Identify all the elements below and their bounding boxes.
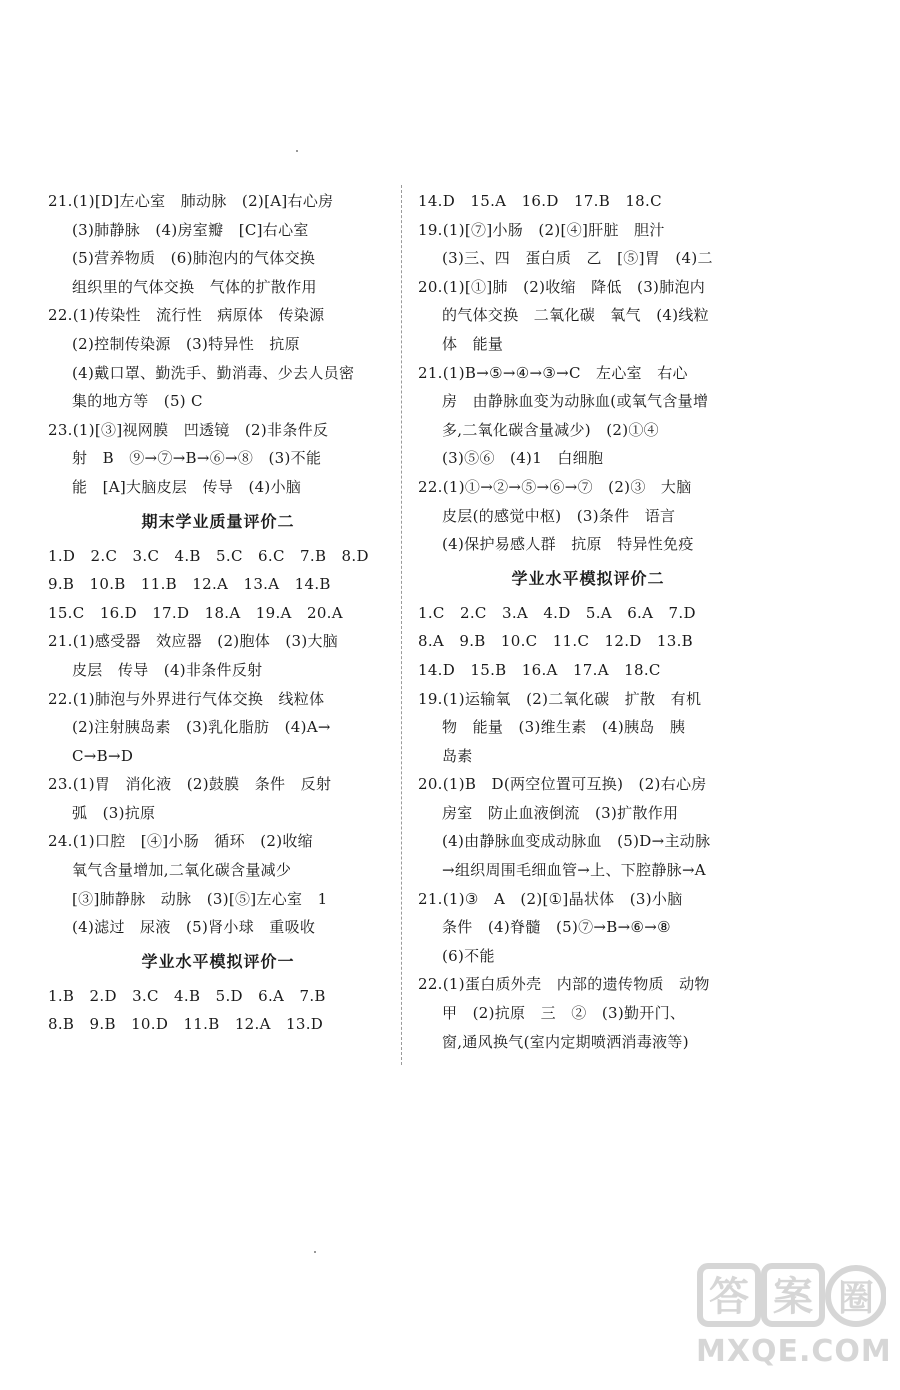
answer-line: 弧 (3)抗原 — [72, 803, 156, 822]
watermark-logo-icon — [696, 1260, 886, 1332]
scan-speck — [296, 150, 298, 152]
answer-line: 多,二氧化碳含量减少) (2)①④ — [442, 420, 659, 439]
answer-line: 14.D 15.B 16.A 17.A 18.C — [418, 660, 661, 679]
answer-line: 23.(1)胃 消化液 (2)鼓膜 条件 反射 — [48, 775, 332, 794]
answer-line: 23.(1)[③]视网膜 凹透镜 (2)非条件反 — [48, 420, 329, 439]
answer-line: (4)戴口罩、勤洗手、勤消毒、少去人员密 — [72, 363, 355, 382]
answer-line: 22.(1)传染性 流行性 病原体 传染源 — [48, 306, 325, 325]
answer-line: 19.(1)运输氧 (2)二氧化碳 扩散 有机 — [418, 689, 702, 708]
answer-line: (4)滤过 尿液 (5)肾小球 重吸收 — [72, 918, 316, 937]
answer-line: 氧气含量增加,二氧化碳含量减少 — [72, 861, 292, 880]
answer-line: 22.(1)①→②→⑤→⑥→⑦ (2)③ 大脑 — [418, 477, 692, 496]
answer-line: 的气体交换 二氧化碳 氧气 (4)线粒 — [442, 306, 709, 325]
answer-line: C→B→D — [72, 746, 134, 765]
answer-line: (6)不能 — [442, 946, 495, 965]
answer-line: 8.B 9.B 10.D 11.B 12.A 13.D — [48, 1015, 324, 1034]
answer-line: 集的地方等 (5) C — [72, 392, 203, 411]
answer-line: 房室 防止血液倒流 (3)扩散作用 — [442, 803, 679, 822]
answer-line: 1.D 2.C 3.C 4.B 5.C 6.C 7.B 8.D — [48, 546, 369, 565]
watermark-url: MXQE.COM — [696, 1334, 892, 1369]
answer-line: 皮层(的感觉中枢) (3)条件 语言 — [442, 506, 676, 525]
answer-line: (4)保护易感人群 抗原 特异性免疫 — [442, 535, 694, 554]
left-answer-column — [48, 187, 388, 1039]
answer-line: 20.(1)[①]肺 (2)收缩 降低 (3)肺泡内 — [418, 277, 706, 296]
answer-line: 皮层 传导 (4)非条件反射 — [72, 660, 263, 679]
answer-line: 1.C 2.C 3.A 4.D 5.A 6.A 7.D — [418, 603, 696, 622]
section-heading: 期末学业质量评价二 — [141, 511, 295, 531]
answer-line: 21.(1)感受器 效应器 (2)胞体 (3)大脑 — [48, 632, 339, 651]
answer-line: 8.A 9.B 10.C 11.C 12.D 13.B — [418, 632, 694, 651]
watermark — [696, 1260, 892, 1380]
answer-line: 体 能量 — [442, 334, 504, 353]
section-heading: 学业水平模拟评价一 — [141, 951, 295, 971]
svg-text:答: 答 — [709, 1274, 749, 1320]
answer-line: [③]肺静脉 动脉 (3)[⑤]左心室 1 — [72, 889, 328, 908]
answer-line: 条件 (4)脊髓 (5)⑦→B→⑥→⑧ — [442, 918, 671, 937]
answer-line: (3)三、四 蛋白质 乙 [⑤]胃 (4)二 — [442, 249, 713, 268]
answer-line: (5)营养物质 (6)肺泡内的气体交换 — [72, 249, 316, 268]
answer-line: →组织周围毛细血管→上、下腔静脉→A — [442, 861, 706, 880]
answer-line: 19.(1)[⑦]小肠 (2)[④]肝脏 胆汁 — [418, 220, 665, 239]
answer-line: 9.B 10.B 11.B 12.A 13.A 14.B — [48, 575, 331, 594]
answer-line: 窗,通风换气(室内定期喷洒消毒液等) — [442, 1032, 689, 1051]
scan-speck — [314, 1251, 316, 1253]
answer-line: 20.(1)B D(两空位置可互换) (2)右心房 — [418, 775, 707, 794]
answer-line: 物 能量 (3)维生素 (4)胰岛 胰 — [442, 718, 686, 737]
answer-line: 14.D 15.A 16.D 17.B 18.C — [418, 192, 662, 210]
answer-line: 22.(1)蛋白质外壳 内部的遗传物质 动物 — [418, 975, 710, 994]
answer-line: 射 B ⑨→⑦→B→⑥→⑧ (3)不能 — [72, 449, 322, 468]
right-answer-column — [418, 187, 758, 1056]
answer-line: (2)控制传染源 (3)特异性 抗原 — [72, 334, 300, 353]
answer-line: 15.C 16.D 17.D 18.A 19.A 20.A — [48, 603, 343, 622]
answer-line: 24.(1)口腔 [④]小肠 循环 (2)收缩 — [48, 832, 313, 851]
answer-line: 房 由静脉血变为动脉血(或氧气含量增 — [442, 392, 709, 411]
answer-line: 能 [A]大脑皮层 传导 (4)小脑 — [72, 477, 302, 496]
svg-text:案: 案 — [773, 1274, 813, 1320]
answer-line: 1.B 2.D 3.C 4.B 5.D 6.A 7.B — [48, 986, 326, 1005]
answer-line: 21.(1)[D]左心室 肺动脉 (2)[A]右心房 — [48, 192, 334, 210]
answer-line: (4)由静脉血变成动脉血 (5)D→主动脉 — [442, 832, 711, 851]
answer-line: 甲 (2)抗原 三 ② (3)勤开门、 — [442, 1004, 686, 1023]
answer-line: 21.(1)B→⑤→④→③→C 左心室 右心 — [418, 363, 688, 382]
answer-line: (3)肺静脉 (4)房室瓣 [C]右心室 — [72, 220, 309, 239]
answer-line: 组织里的气体交换 气体的扩散作用 — [72, 277, 317, 296]
answer-line: (2)注射胰岛素 (3)乳化脂肪 (4)A→ — [72, 718, 331, 737]
answer-line: (3)⑤⑥ (4)1 白细胞 — [442, 449, 604, 468]
answer-line: 22.(1)肺泡与外界进行气体交换 线粒体 — [48, 689, 325, 708]
answer-line: 岛素 — [442, 746, 473, 765]
answer-line: 21.(1)③ A (2)[①]晶状体 (3)小脑 — [418, 889, 683, 908]
section-heading: 学业水平模拟评价二 — [511, 568, 665, 588]
column-divider — [401, 185, 402, 1065]
svg-text:圈: 圈 — [837, 1278, 875, 1319]
